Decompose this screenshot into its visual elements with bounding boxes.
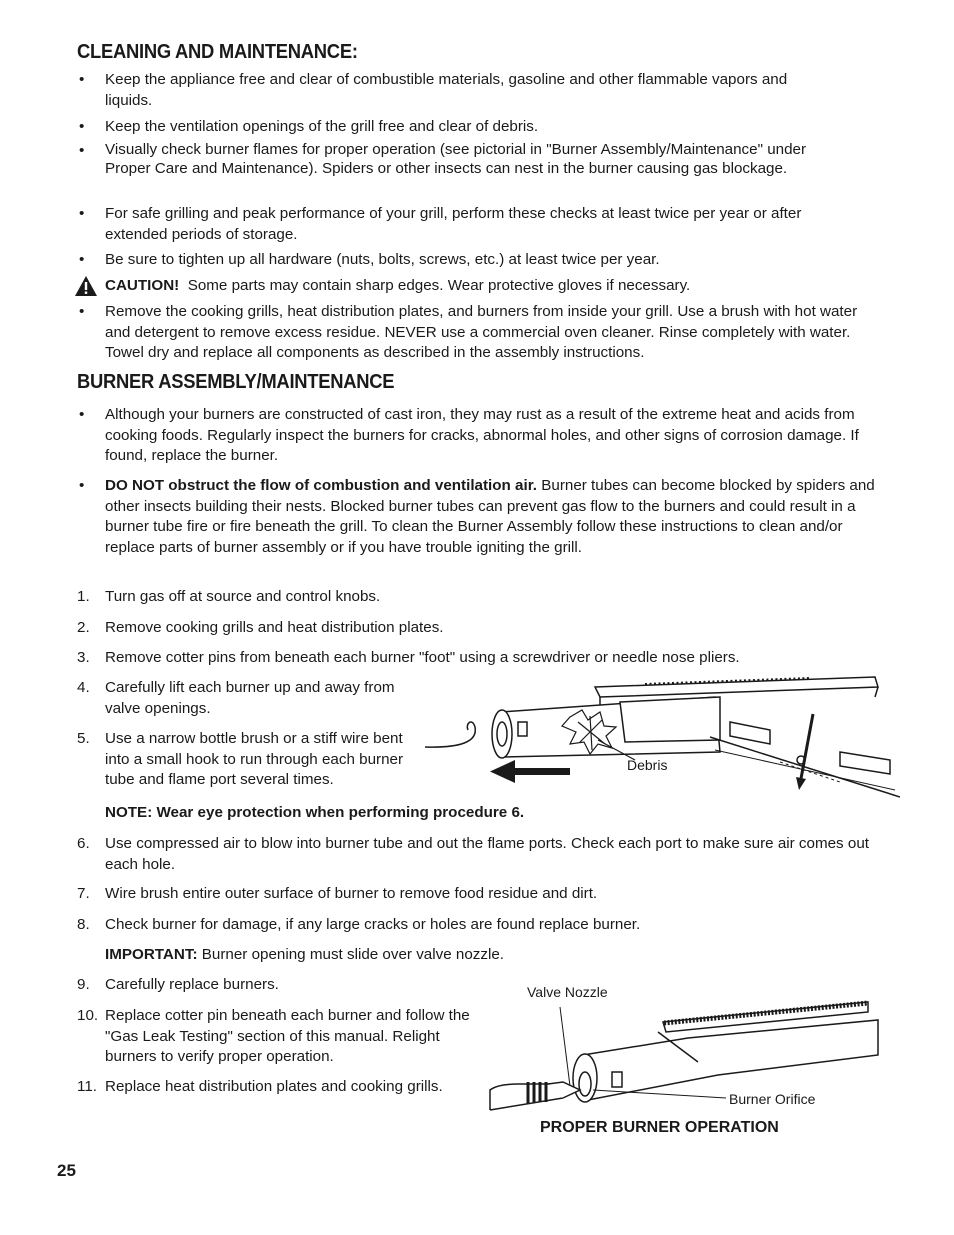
step-item [77, 975, 477, 996]
bullet-text: Remove the cooking grills, heat distribution plates, and burners from inside your grill. Use a brush with hot water and detergent to remove excess residue. NEVER use a commercial oven cleaner. Rinse completely with water. Towel dry and replace all components as described in the assembly instructions. [105, 303, 858, 361]
burner-heading: BURNER ASSEMBLY/MAINTENANCE [77, 371, 395, 393]
step-item [77, 587, 877, 608]
warning-icon [74, 275, 98, 297]
step-item [77, 648, 877, 669]
list-item [77, 302, 877, 364]
important-text: Burner opening must slide over valve nozzle. [201, 946, 504, 963]
note-text: NOTE: Wear eye protection when performing procedure 6. [105, 804, 525, 821]
burner-orifice-label: Burner Orifice [729, 1091, 816, 1107]
burner-cleaning-illustration [420, 672, 900, 802]
important-note [105, 945, 504, 966]
list-item [77, 141, 877, 178]
caution-label: CAUTION! [105, 277, 180, 294]
list-item [77, 250, 877, 271]
step-item [77, 1006, 487, 1068]
bullet-text: Keep the ventilation openings of the grill free and clear of debris. [105, 118, 539, 135]
step-text: Carefully lift each burner up and away from valve openings. [105, 679, 395, 717]
step-text: Check burner for damage, if any large cracks or holes are found replace burner. [105, 916, 641, 933]
step-text: Wire brush entire outer surface of burner to remove food residue and dirt. [105, 885, 598, 902]
step-number: 6. [77, 835, 90, 852]
figure-caption: PROPER BURNER OPERATION [540, 1119, 779, 1136]
bullet-mark: • [79, 71, 85, 88]
step-text: Turn gas off at source and control knobs. [105, 588, 381, 605]
step-item [77, 884, 877, 905]
bullet-text: Visually check burner flames for proper operation (see pictorial in "Burner Assembly/Maintenance" under Proper Care and Maintenance). Spiders or other insects can nest in the burner causing gas blockage. [105, 141, 807, 177]
step-number: 7. [77, 885, 90, 902]
step-number: 11. [77, 1078, 97, 1095]
step-number: 10. [77, 1007, 99, 1024]
step-text: Replace cotter pin beneath each burner and follow the "Gas Leak Testing" section of this manual. Relight burners to verify proper operation. [105, 1007, 470, 1065]
bullet-mark: • [79, 477, 85, 494]
bullet-text: Although your burners are constructed of cast iron, they may rust as a result of the extreme heat and acids from cooking foods. Regularly inspect the burners for cracks, abnormal holes, and other signs of corrosion damage. If found, replace the burner. [105, 406, 859, 464]
list-item [77, 117, 877, 138]
step-number: 5. [77, 730, 90, 747]
bullet-body-text: Burner tubes can become blocked by spiders and other insects building their nests. Blocked burner tubes can prevent gas flow to the burners and could result in a burner tube fire or fire beneath the grill. To clean the Burner Assembly follow these instructions to clean and/or replace parts of burner assembly or if you have trouble igniting the grill. [105, 477, 875, 556]
list-item [77, 70, 877, 111]
bullet-mark: • [79, 205, 85, 222]
bullet-mark: • [79, 303, 85, 320]
step-number: 9. [77, 976, 90, 993]
step-text: Use compressed air to blow into burner tube and out the flame ports. Check each port to make sure air comes out each hole. [105, 835, 869, 873]
step-item [77, 678, 407, 719]
bullet-mark: • [79, 251, 85, 268]
cleaning-heading: CLEANING AND MAINTENANCE: [77, 41, 358, 63]
bullet-mark: • [79, 142, 85, 159]
bullet-mark: • [79, 406, 85, 423]
step-number: 3. [77, 649, 90, 666]
step-number: 8. [77, 916, 90, 933]
bullet-mark: • [79, 118, 85, 135]
step-item [77, 915, 877, 936]
step-number: 4. [77, 679, 90, 696]
step-text: Carefully replace burners. [105, 976, 279, 993]
caution-note [105, 276, 690, 297]
bullet-text [105, 476, 875, 558]
bullet-text: Be sure to tighten up all hardware (nuts, bolts, screws, etc.) at least twice per year. [105, 251, 660, 268]
important-label: IMPORTANT: [105, 946, 198, 963]
step-item [77, 834, 877, 875]
step-text: Remove cotter pins from beneath each burner "foot" using a screwdriver or needle nose pliers. [105, 649, 740, 666]
page-number: 25 [57, 1161, 76, 1180]
step-item [77, 618, 877, 639]
step-number: 1. [77, 588, 90, 605]
debris-label: Debris [627, 757, 668, 773]
step-item [77, 729, 427, 791]
list-item [77, 405, 877, 467]
step-text: Use a narrow bottle brush or a stiff wire bent into a small hook to run through each burner tube and flame port several times. [105, 730, 404, 788]
bullet-text: For safe grilling and peak performance of your grill, perform these checks at least twice per year or after extended periods of storage. [105, 205, 802, 243]
bullet-text: Keep the appliance free and clear of combustible materials, gasoline and other flammable vapors and liquids. [105, 71, 788, 109]
list-item [77, 204, 877, 245]
note-eye-protection [105, 803, 524, 824]
valve-nozzle-illustration [488, 1000, 888, 1118]
bullet-bold-text: DO NOT obstruct the flow of combustion and ventilation air. [105, 477, 538, 494]
step-number: 2. [77, 619, 90, 636]
caution-text: Some parts may contain sharp edges. Wear protective gloves if necessary. [187, 277, 691, 294]
step-text: Replace heat distribution plates and cooking grills. [105, 1078, 443, 1095]
step-text: Remove cooking grills and heat distribution plates. [105, 619, 444, 636]
list-item [77, 476, 877, 558]
step-item [77, 1077, 487, 1098]
valve-nozzle-label: Valve Nozzle [527, 984, 608, 1000]
